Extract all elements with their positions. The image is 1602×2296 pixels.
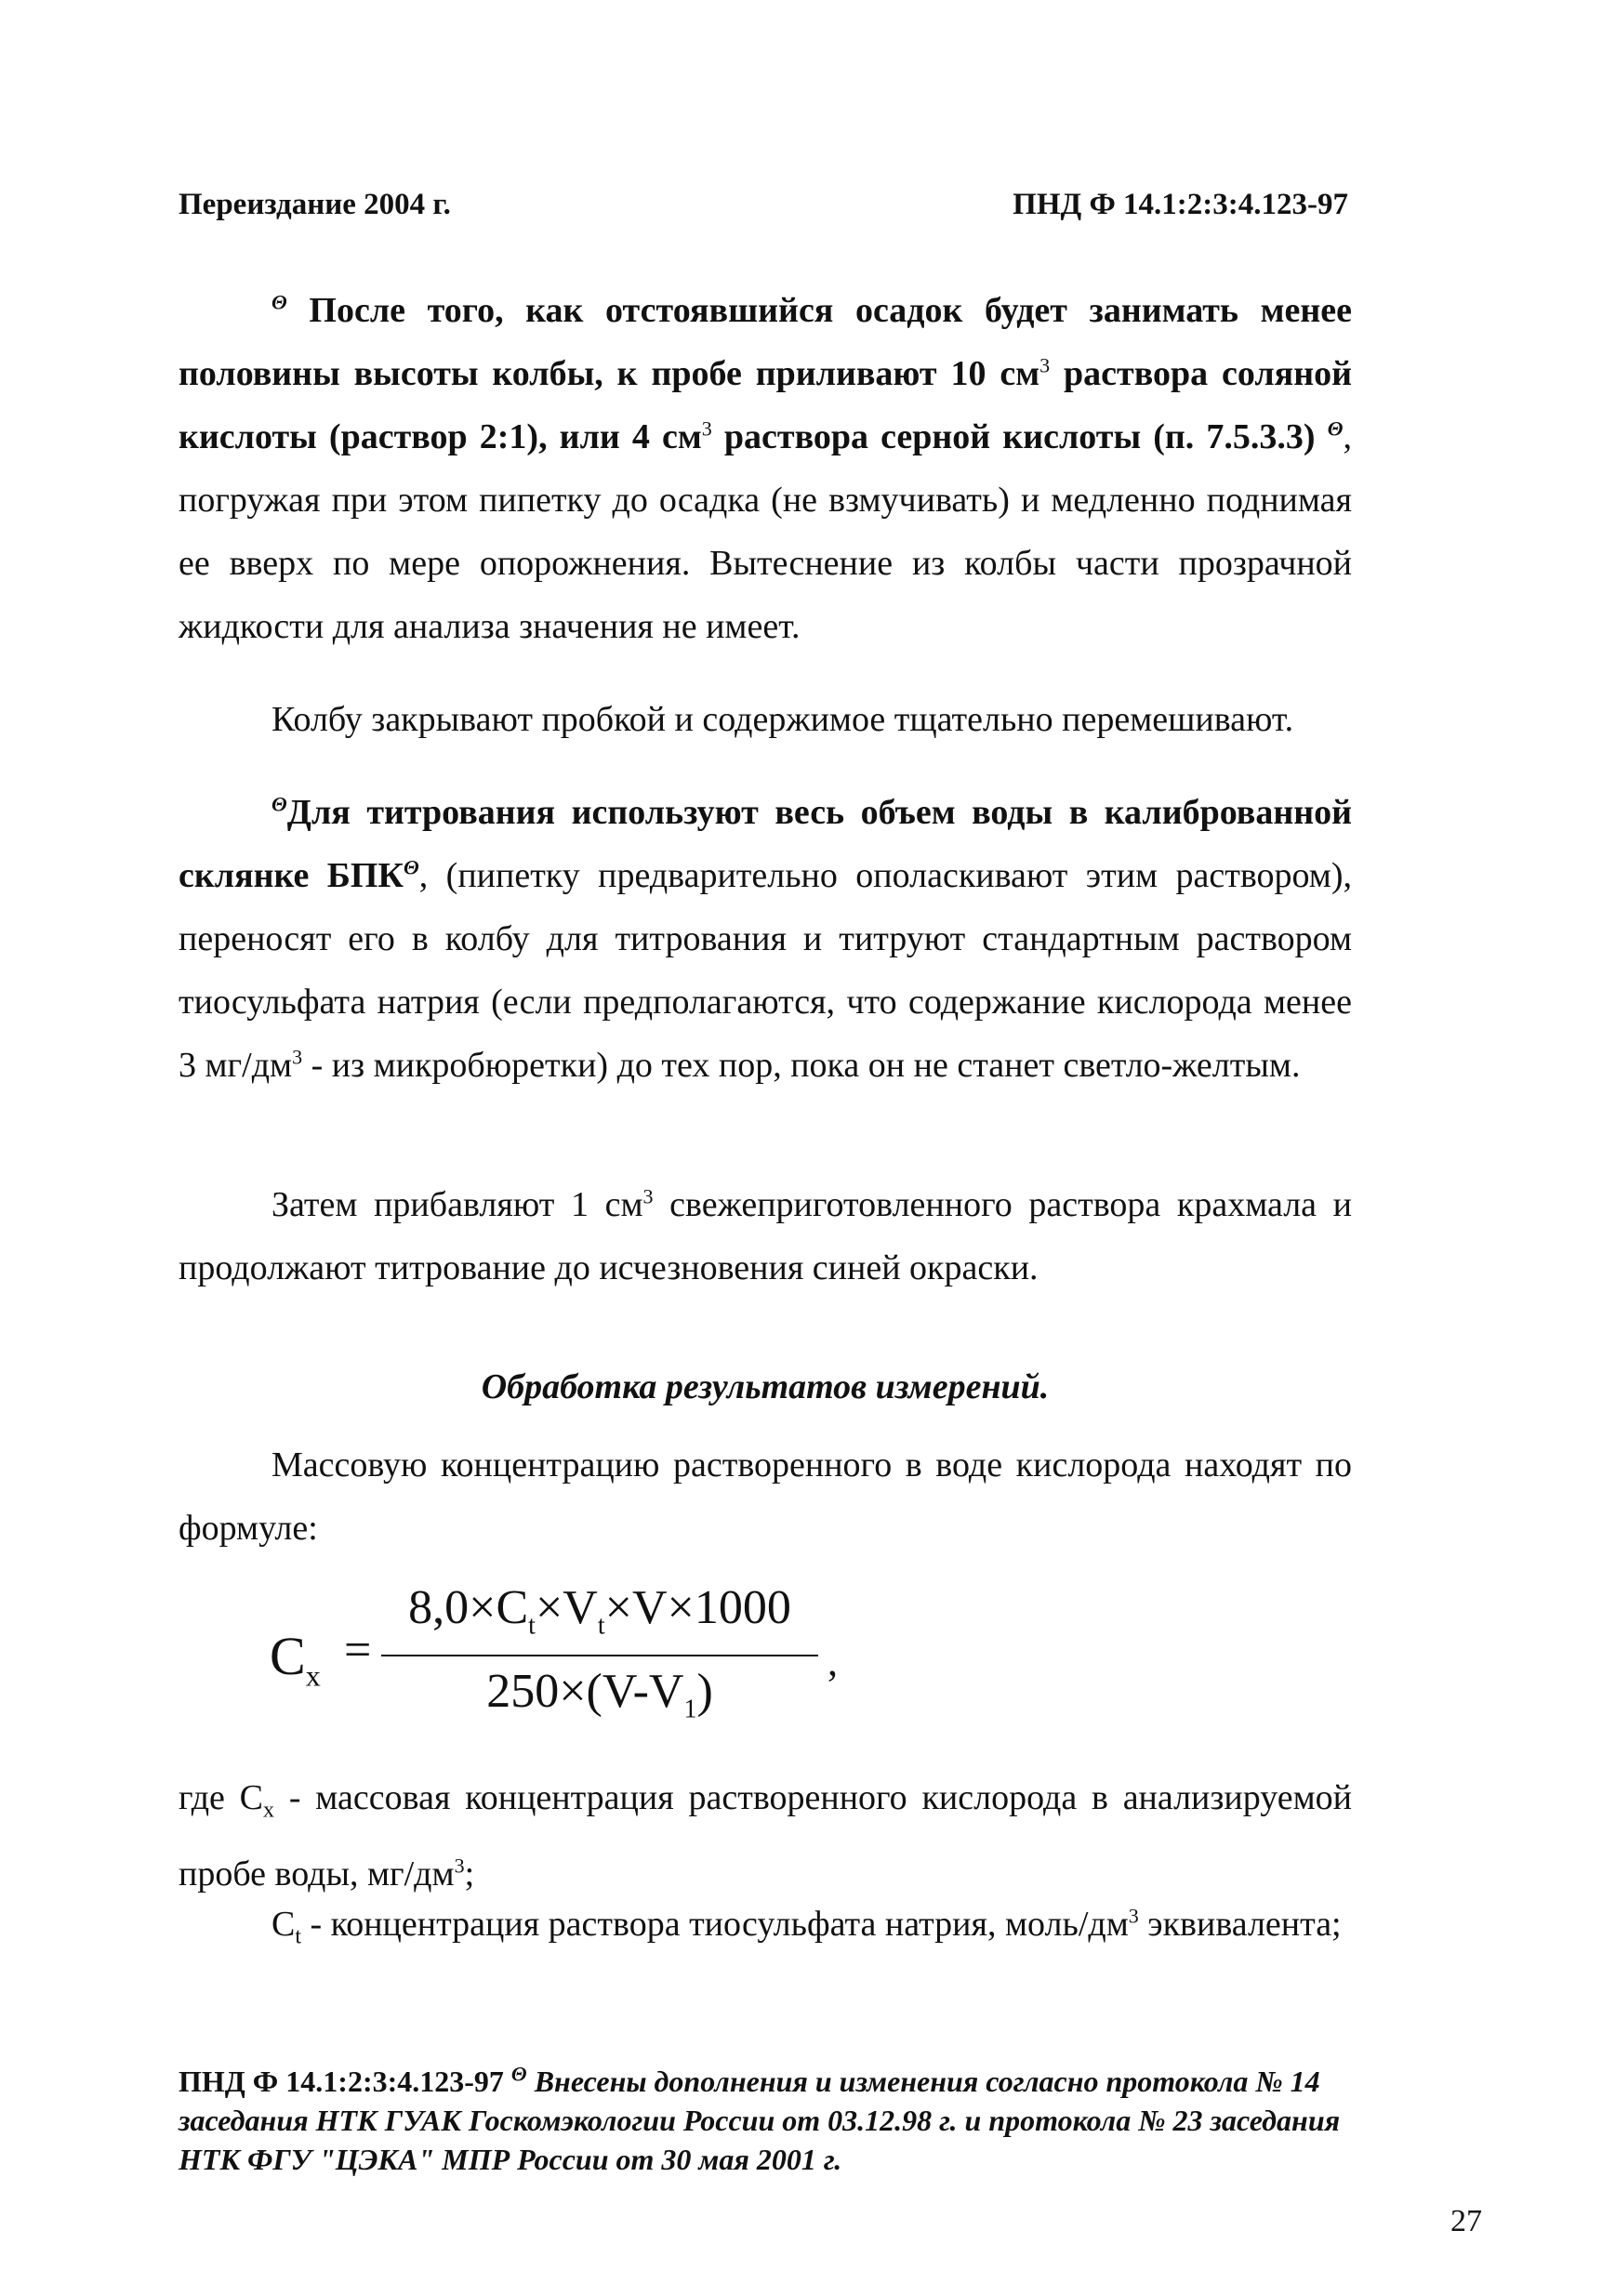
definition-ct: $C_t$ - концентрация раствора тиосульфата натрия, моль/$дм^3$ эквивалента; (271, 1904, 1342, 1949)
paragraph-starch: Затем прибавляют 1 $см^3$ свежеприготовленного раствора крахмала и продолжают титрование до исчезновения синей окраски. (179, 1184, 1352, 1287)
amendment-marker-icon: Θ (271, 290, 287, 314)
page-number: 27 (1450, 2204, 1482, 2238)
amendment-marker-icon: Θ (271, 792, 287, 816)
header-doc-code: ПНД Ф 14.1:2:3:4.123-97 (1013, 188, 1348, 221)
paragraph-titration: $^\Theta$Для титрования используют весь объем воды в калиброванной склянке $БПК^\Theta$, (пипетку предварительно ополаскивают этим раствором), переносят его в колбу для титрования и титруют стандартным раствором тиосульфата натрия (если предполагаются, что содержание кислорода менее 3 $мг/дм^3$ - из микробюретки) до тех пор, пока он не станет светло-желтым. (179, 792, 1352, 1085)
paragraph-mix: Колбу закрывают пробкой и содержимое тщательно перемешивают. (271, 700, 1294, 739)
amendment-marker-icon: Θ (1327, 416, 1344, 441)
section-heading: Обработка результатов измерений. (481, 1367, 1050, 1406)
amendment-footnote: ПНД Ф 14.1:2:3:4.123-97 $^\Theta$ Внесены дополнения и изменения согласно протокола № 14 заседания НТК ГУАК Госкомэкологии России от 03.12.98 г. и протокола № 23 заседания НТК ФГУ "ЦЭКА" МПР России от 30 мая 2001 г. (179, 2062, 1341, 2176)
amendment-marker-icon: Θ (510, 2062, 527, 2086)
formula-numerator: $8,0\times C_t\times V_t\times V\times 1000$ (408, 1581, 791, 1641)
oxygen-formula (270, 1580, 920, 1748)
formula-comma: , (827, 1639, 838, 1684)
formula-equals: = (344, 1624, 372, 1677)
header-edition: Переиздание 2004 г. (179, 188, 451, 221)
paragraph-acidify: $^\Theta$ После того, как отстоявшийся осадок будет занимать менее половины высоты колбы, к пробе приливают 10 $см^3$ раствора соляной кислоты (раствор 2:1), или 4 $см^3$ раствора серной кислоты (п. 7.5.3.3) $^\Theta$, погружая при этом пипетку до осадка (не взмучивать) и медленно поднимая ее вверх по мере опорожнения. Вытеснение из колбы части прозрачной жидкости для анализа значения не имеет. (179, 290, 1353, 646)
amendment-marker-icon: Θ (403, 855, 419, 879)
paragraph-formula-intro: Массовую концентрацию растворенного в воде кислорода находят по формуле: (179, 1445, 1352, 1548)
definition-cx: где $C_x$ - массовая концентрация растворенного кислорода в анализируемой пробе воды, $мг/дм^3$; (179, 1778, 1352, 1894)
fraction-bar (381, 1655, 818, 1656)
formula-denominator: $250\times(V-V_1)$ (486, 1665, 713, 1724)
formula-lhs: $C_x$ (270, 1626, 321, 1693)
page-header (179, 186, 1348, 223)
